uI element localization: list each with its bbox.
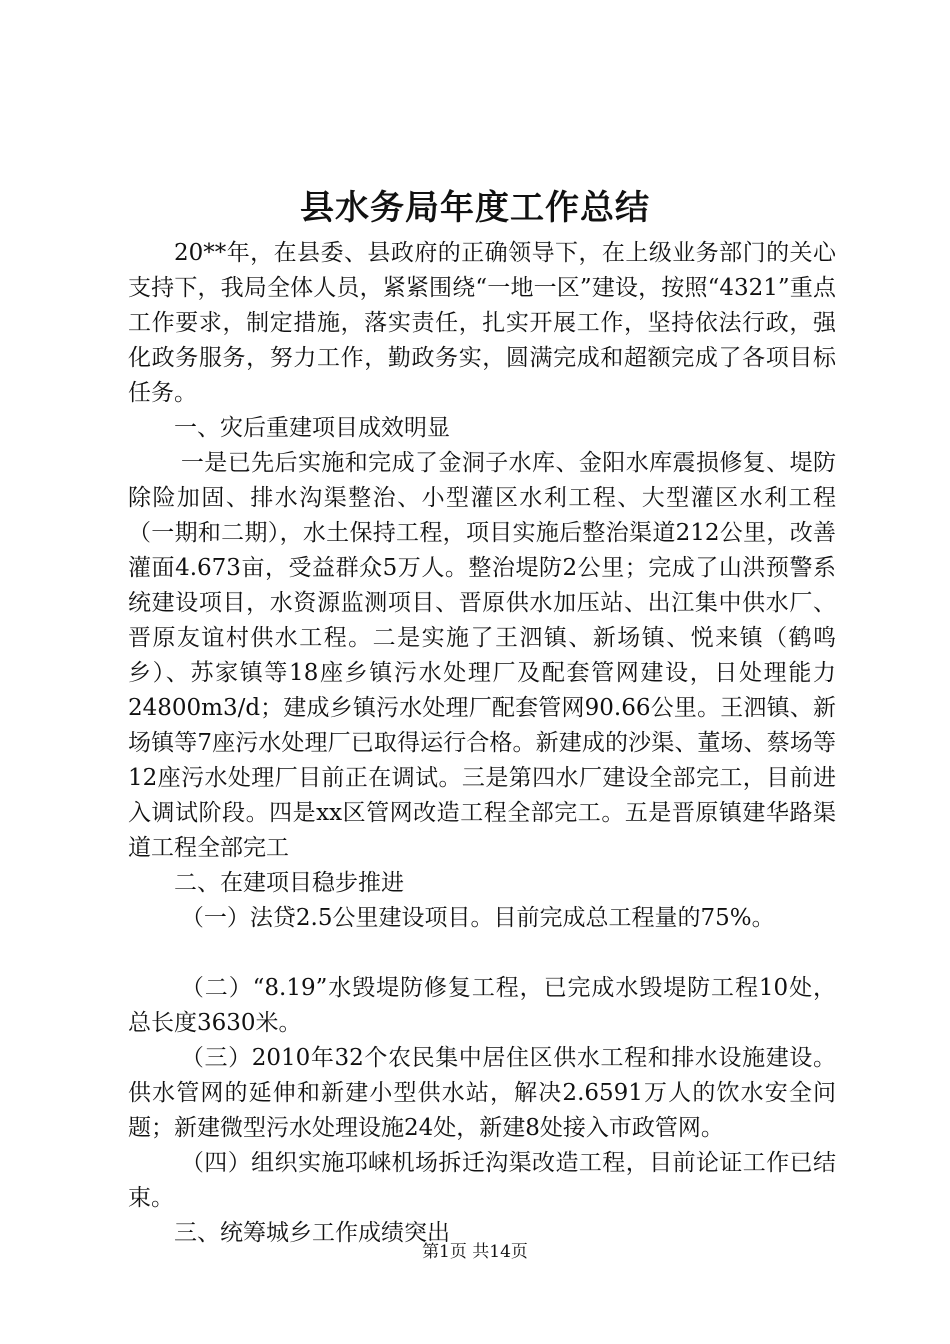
section-heading-1: 一、灾后重建项目成效明显: [174, 415, 450, 441]
section-1-paragraph: 一是已先后实施和完成了金洞子水库、金阳水库震损修复、堤防除险加固、排水沟渠整治、小型灌区水利工程、大型灌区水利工程（一期和二期），水土保持工程，项目实施后整治渠道212公里，改善灌面4.673亩，受益群众5万人。整治堤防2公里；完成了山洪预警系统建设项目，水资源监测项目、晋原供水加压站、出江集中供水厂、晋原友谊村供水工程。二是实施了王泗镇、新场镇、悦来镇（鹤鸣乡）、苏家镇等18座乡镇污水处理厂及配套管网建设，日处理能力24800m3/d；建成乡镇污水处理厂配套管网90.66公里。王泗镇、新场镇等7座污水处理厂已取得运行合格。新建成的沙渠、董场、蔡场等12座污水处理厂目前正在调试。三是第四水厂建设全部完工，目前进入调试阶段。四是xx区管网改造工程全部完工。五是晋原镇建华路渠道工程全部完工: [128, 450, 836, 861]
item-3-paragraph: （三）2010年32个农民集中居住区供水工程和排水设施建设。供水管网的延伸和新建小型供水站，解决2.6591万人的饮水安全问题；新建微型污水处理设施24处，新建8处接入市政管网。: [128, 1045, 836, 1141]
page-number-footer: 第1页 共14页: [422, 1242, 528, 1262]
document-body: [128, 236, 836, 1251]
item-1-paragraph: （一）法贷2.5公里建设项目。目前完成总工程量的75%。: [180, 905, 775, 931]
section-heading-3: 三、统筹城乡工作成绩突出: [174, 1220, 450, 1246]
section-heading-2: 二、在建项目稳步推进: [174, 870, 404, 896]
item-4-paragraph: （四）组织实施邛崃机场拆迁沟渠改造工程，目前论证工作已结束。: [128, 1150, 836, 1211]
intro-paragraph: 20**年，在县委、县政府的正确领导下，在上级业务部门的关心支持下，我局全体人员，紧紧围绕“一地一区”建设，按照“4321”重点工作要求，制定措施，落实责任，扎实开展工作，坚持依法行政，强化政务服务，努力工作，勤政务实，圆满完成和超额完成了各项目标任务。: [128, 240, 836, 406]
document-title: 县水务局年度工作总结: [300, 188, 650, 228]
item-2-paragraph: （二）“8.19”水毁堤防修复工程，已完成水毁堤防工程10处，总长度3630米。: [128, 975, 836, 1036]
